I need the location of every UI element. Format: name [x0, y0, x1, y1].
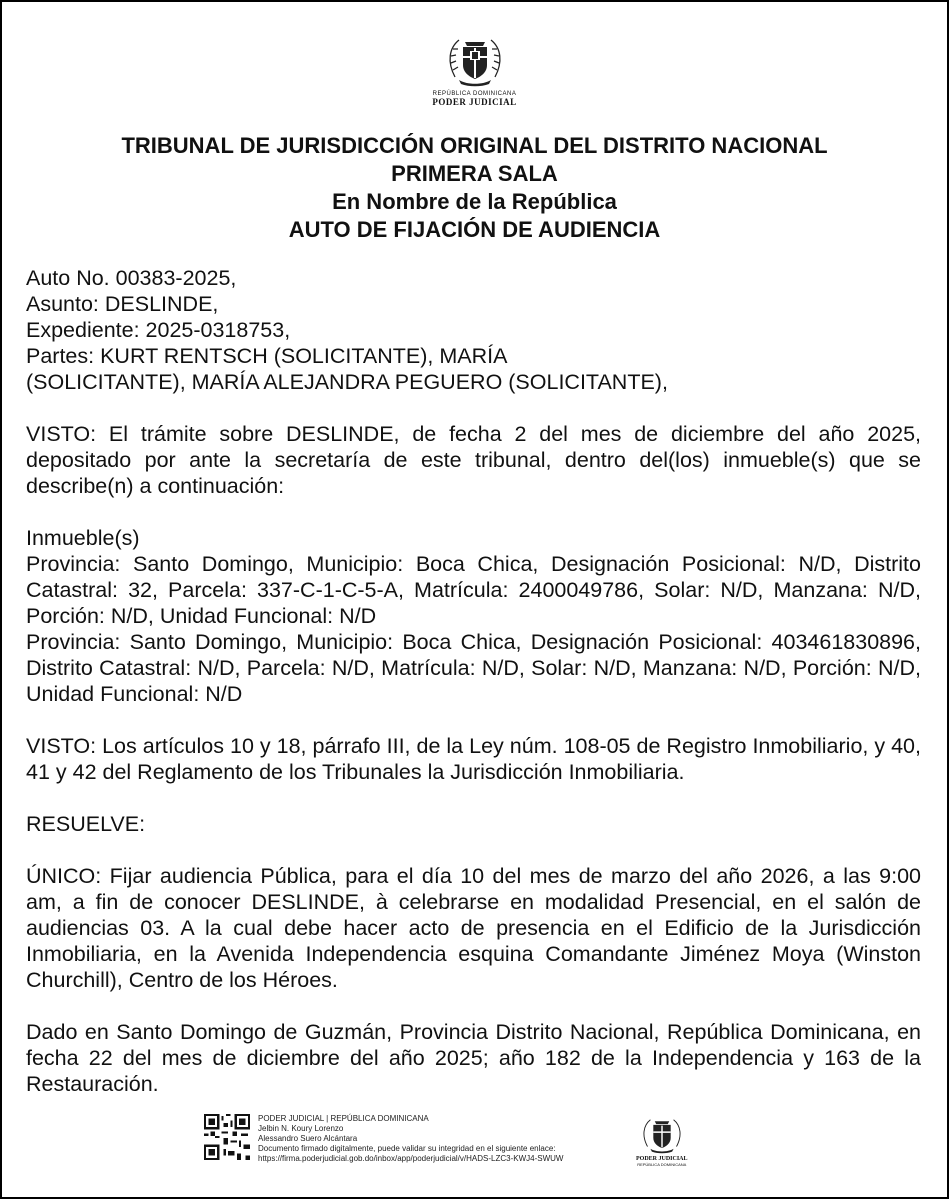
- visto-paragraph-1: VISTO: El trámite sobre DESLINDE, de fecha 2 del mes de diciembre del año 2025, depositado por ante la secretaría de este tribunal, dentro del(los) inmueble(s) que se describe(n) a continuación:: [26, 422, 921, 498]
- court-name: TRIBUNAL DE JURISDICCIÓN ORIGINAL DEL DISTRITO NACIONAL: [121, 133, 828, 158]
- inmuebles-title: Inmueble(s): [26, 526, 140, 550]
- partes-line-2: (SOLICITANTE), MARÍA ALEJANDRA PEGUERO (SOLICITANTE),: [26, 370, 668, 394]
- signature-org: PODER JUDICIAL | REPÚBLICA DOMINICANA: [258, 1114, 429, 1123]
- auto-number: Auto No. 00383-2025,: [26, 266, 237, 290]
- inmueble-item: Provincia: Santo Domingo, Municipio: Boca Chica, Designación Posicional: N/D, Distrito Catastral: 32, Parcela: 337-C-1-C-5-A, Matrícula: 2400049786, Solar: N/D, Manzana: N/D, Porción: N/D, Unidad Funcional: N/D: [26, 552, 921, 628]
- asunto: Asunto: DESLINDE,: [26, 292, 219, 316]
- signer-name: Alessandro Suero Alcántara: [258, 1134, 358, 1143]
- document-header: [2, 132, 947, 244]
- signature-footer: [204, 1114, 724, 1184]
- document-body: [26, 265, 921, 1097]
- coat-of-arms-icon: [640, 1114, 684, 1156]
- qr-code-icon: [204, 1114, 250, 1160]
- visto-paragraph-2: VISTO: Los artículos 10 y 18, párrafo III, de la Ley núm. 108-05 de Registro Inmobiliario, y 40, 41 y 42 del Reglamento de los Tribunales la Jurisdicción Inmobiliaria.: [26, 734, 921, 784]
- signer-name: Jelbin N. Koury Lorenzo: [258, 1124, 344, 1133]
- coat-of-arms-icon: [445, 32, 505, 90]
- expediente: Expediente: 2025-0318753,: [26, 318, 291, 342]
- dado-paragraph: Dado en Santo Domingo de Guzmán, Provincia Distrito Nacional, República Dominicana, en fecha 22 del mes de diciembre del año 2025; año 182 de la Independencia y 163 de la Restauración.: [26, 1020, 921, 1096]
- footer-emblem-country: REPÚBLICA DOMINICANA: [637, 1162, 687, 1167]
- validation-note: Documento firmado digitalmente, puede validar su integridad en el siguiente enlace:: [258, 1144, 556, 1153]
- document-title: AUTO DE FIJACIÓN DE AUDIENCIA: [288, 217, 661, 242]
- inmueble-item: Provincia: Santo Domingo, Municipio: Boca Chica, Designación Posicional: 403461830896, Distrito Catastral: N/D, Parcela: N/D, Matrícula: N/D, Solar: N/D, Manzana: N/D, Porción: N/D, Unidad Funcional: N/D: [26, 630, 921, 706]
- digital-signature-block: [258, 1114, 563, 1164]
- unico-paragraph: ÚNICO: Fijar audiencia Pública, para el día 10 del mes de marzo del año 2026, a las 9:00 am, a fin de conocer DESLINDE, à celebrarse en modalidad Presencial, en el salón de audiencias 03. A la cual debe hacer acto de presencia en el Edificio de la Jurisdicción Inmobiliaria, en la Avenida Independencia esquina Comandante Jiménez Moya (Winston Churchill), Centro de los Héroes.: [26, 864, 921, 992]
- emblem-country-text: REPÚBLICA DOMINICANA: [432, 91, 517, 97]
- resuelve-heading: RESUELVE:: [26, 812, 146, 836]
- coat-of-arms-header: [2, 32, 947, 107]
- emblem-institution-text: PODER JUDICIAL: [432, 97, 517, 107]
- validation-link[interactable]: https://firma.poderjudicial.gob.do/inbox/app/poderjudicial/v/HADS-LZC3-KWJ4-SWUW: [258, 1154, 564, 1163]
- coat-of-arms-footer: [636, 1114, 688, 1167]
- partes-line-1: Partes: KURT RENTSCH (SOLICITANTE), MARÍA: [26, 344, 508, 368]
- footer-emblem-institution: PODER JUDICIAL: [636, 1156, 688, 1162]
- republic-line: En Nombre de la República: [332, 189, 617, 214]
- court-room: PRIMERA SALA: [391, 161, 558, 186]
